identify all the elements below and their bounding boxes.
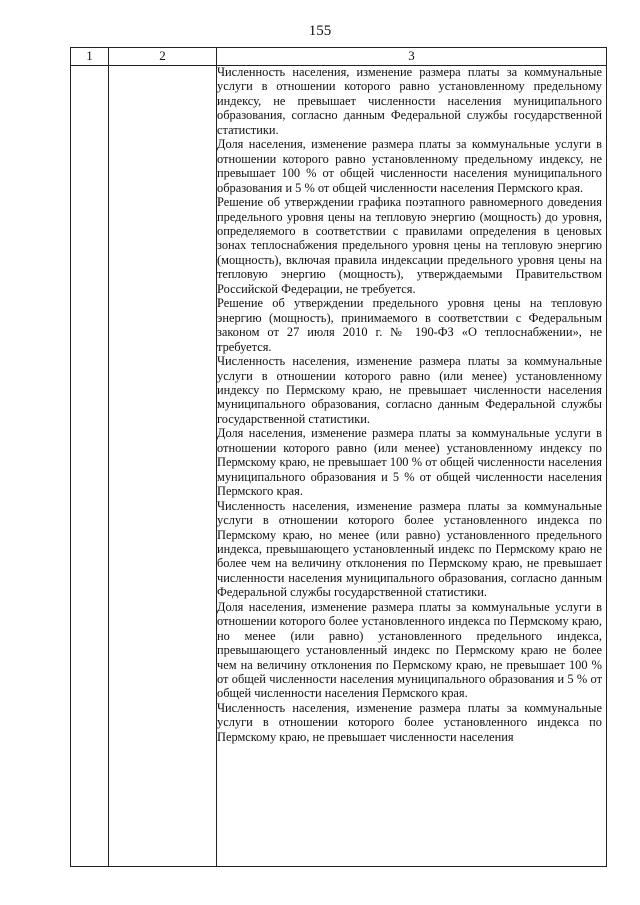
paragraph: Численность населения, изменение размера платы за коммунальные услуги в отношении которого более установленного индекса по Пермскому краю, но менее (или равно) установленного предельного индекса, превышающего установленный индекс по Пермскому краю не более чем на величину отклонения по Пермскому краю, не превышает численности населения муниципального образования, согласно данным Федеральной службы государственной статистики. bbox=[217, 498, 602, 600]
paragraph: Доля населения, изменение размера платы за коммунальные услуги в отношении которого равно (или менее) установленному индексу по Пермскому краю, не превышает 100 % от общей численности населения муниципального образования и 5 % от общей численности населения Пермского края. bbox=[217, 426, 602, 499]
paragraph: Решение об утверждении предельного уровня цены на тепловую энергию (мощность), принимаемого в соответствии с Федеральным законом от 27 июля 2010 г. № 190-ФЗ «О теплоснабжении», не требуется. bbox=[217, 296, 602, 354]
table-header-row bbox=[71, 48, 606, 66]
header-cell-2: 2 bbox=[159, 48, 166, 63]
paragraph: Численность населения, изменение размера платы за коммунальные услуги в отношении которого равно (или менее) установленному индексу по Пермскому краю, не превышает численности населения муниципального образования, согласно данным Федеральной службы государственной статистики. bbox=[217, 354, 602, 426]
document-table bbox=[70, 47, 607, 867]
column-divider-1 bbox=[108, 48, 109, 866]
paragraph: Решение об утверждении графика поэтапного равномерного доведения предельного уровня цены на тепловую энергию (мощность) до уровня, определяемого в соответствии с правилами определения в ценовых зонах теплоснабжения предельного уровня цены на тепловую энергию (мощность), включая правила индексации предельного уровня цены на тепловую энергию (мощность), утверждаемыми Правительством Российской Федерации, не требуется. bbox=[217, 195, 602, 296]
paragraph: Численность населения, изменение размера платы за коммунальные услуги в отношении которого равно установленному предельному индексу, не превышает численности населения муниципального образования, согласно данным Федеральной службы государственной статистики. bbox=[217, 65, 602, 137]
paragraph: Доля населения, изменение размера платы за коммунальные услуги в отношении которого равно установленному предельному индексу, не превышает 100 % от общей численности населения муниципального образования и 5 % от общей численности населения Пермского края. bbox=[217, 137, 602, 195]
header-cell-3: 3 bbox=[408, 48, 415, 63]
column-3-content bbox=[217, 65, 602, 744]
paragraph: Численность населения, изменение размера платы за коммунальные услуги в отношении которого более установленного индекса по Пермскому краю, не превышает численности населения bbox=[217, 700, 602, 744]
header-cell-1: 1 bbox=[86, 48, 93, 63]
paragraph: Доля населения, изменение размера платы за коммунальные услуги в отношении которого более установленного индекса по Пермскому краю, но менее (или равно) установленного предельного индекса, превышающего установленный индекс по Пермскому краю не более чем на величину отклонения по Пермскому краю, не превышает 100 % от общей численности населения муниципального образования и 5 % от общей численности населения Пермского края. bbox=[217, 599, 602, 701]
page-number: 155 bbox=[308, 23, 332, 39]
